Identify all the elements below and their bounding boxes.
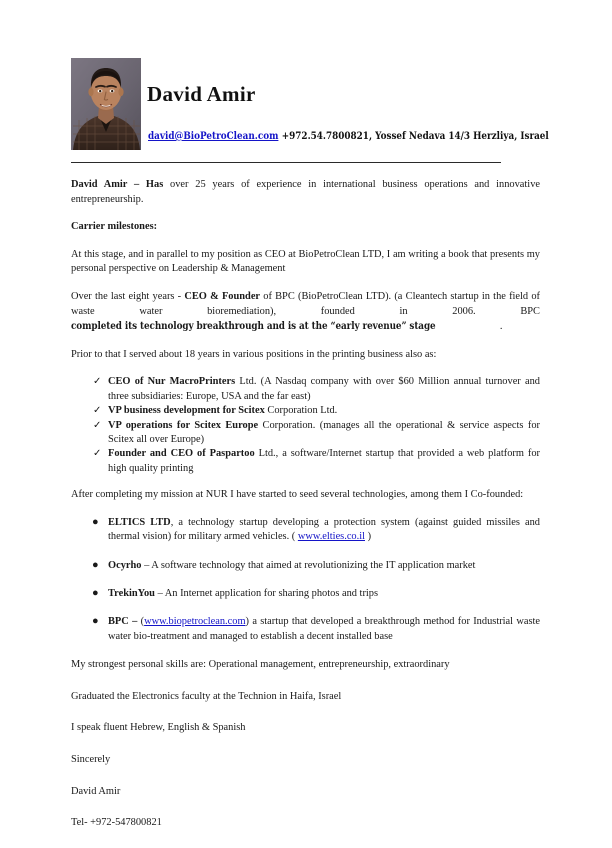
bullet-icon: ● [92, 615, 99, 628]
closing-line: I speak fluent Hebrew, English & Spanish [71, 722, 246, 734]
intro-text: over 25 years of experience in international business operations and innovative entrepreneurship. [71, 179, 540, 205]
closing-line: My strongest personal skills are: Operational management, entrepreneurship, extraordinary [71, 659, 450, 671]
list-item-text: Corporation. (manages all the operational & service aspects for Scitex all over Europe) [108, 419, 540, 445]
list-item-bold: Founder and CEO of Paspartoo [108, 448, 255, 460]
list-item-text: ( [137, 616, 145, 628]
list-item-bold: VP business development for Scitex [108, 405, 265, 417]
portrait-photo-image [71, 58, 141, 150]
intro-paragraph [71, 178, 540, 207]
check-icon: ✓ [93, 419, 102, 431]
list-item [71, 419, 540, 448]
intro-lead: David Amir – Has [71, 179, 164, 190]
list-item [71, 375, 540, 404]
list-item-bold: CEO of Nur MacroPrinters [108, 376, 236, 388]
email-link[interactable]: david@BioPetroClean.com [148, 130, 279, 142]
document-header [71, 58, 549, 154]
list-item-bold: ELTICS LTD [108, 516, 171, 528]
list-item-text: – An Internet application for sharing photos and trips [154, 588, 379, 599]
list-item-text-after: ) [365, 531, 372, 543]
list-item [71, 559, 540, 573]
list-item-text: , a technology startup developing a protection system (against guided missiles and thermal vision) for military armed vehicles. ( [108, 516, 540, 543]
closing-line: Sincerely [71, 754, 111, 765]
list-item-text: Ltd. (A Nasdaq company with over $60 Million annual turnover and three subsidiaries: Europe, USA and the far east) [108, 376, 540, 402]
printing-intro-paragraph: Prior to that I served about 18 years in various positions in the printing business also as: [71, 348, 437, 360]
list-item [71, 587, 540, 601]
list-item-text: Ltd., a software/Internet startup that provided a web platform for high quality printing [108, 448, 540, 474]
closing-line: Graduated the Electronics faculty at the Technion in Haifa, Israel [71, 690, 342, 702]
website-link[interactable]: www.biopetroclean.com [144, 616, 246, 628]
website-link[interactable]: www.elties.co.il [297, 531, 365, 543]
list-item-text: – A software technology that aimed at revolutionizing the IT application market [141, 559, 476, 571]
check-list [71, 375, 540, 476]
bullet-icon: ● [92, 587, 99, 599]
list-item-bold: Ocyrho [108, 559, 142, 571]
check-icon: ✓ [93, 376, 102, 388]
list-item-bold: TrekinYou [108, 588, 155, 599]
current-role-paragraph: At this stage, and in parallel to my position as CEO at BioPetroClean LTD, I am writing a book that presents my personal perspective on Leadership & Management [71, 248, 540, 275]
list-item [71, 404, 540, 418]
check-icon: ✓ [93, 448, 102, 460]
after-nur-paragraph: After completing my mission at NUR I have started to seed several technologies, among them I Co-founded: [71, 489, 524, 501]
closing-block [71, 658, 540, 831]
contact-line [148, 130, 549, 142]
bpc-highlight-text: completed its technology breakthrough and is at the “early revenue” stage [71, 320, 436, 333]
bpc-end-text: . [499, 321, 503, 333]
contact-details: +972.54.7800821, Yossef Nedava 14/3 Herzliya, Israel [281, 130, 549, 142]
signature-name: David Amir [71, 785, 121, 797]
list-item [71, 516, 540, 545]
section-heading-label: Carrier milestones: [71, 221, 158, 233]
list-item-bold: BPC – [108, 616, 138, 628]
bpc-role-bold: CEO & Founder [184, 290, 261, 302]
list-item-text: Corporation Ltd. [264, 405, 338, 417]
bullet-icon: ● [92, 558, 99, 571]
list-item [71, 615, 540, 644]
bpc-mid-text: of BPC (BioPetroClean LTD). (a Cleantech startup in the field of waste water bioremediation), founded in 2006. BPC [71, 290, 540, 317]
list-item-text-after: ) a startup that developed a breakthrough method for Industrial waste water bio-treatment and managed to establish a decent installed base [108, 616, 541, 642]
bullet-list [71, 516, 540, 644]
phone-line: Tel- +972-547800821 [71, 817, 162, 829]
portrait-photo [71, 58, 141, 150]
document-body [71, 178, 540, 848]
check-icon: ✓ [93, 405, 102, 417]
bpc-pre-text: Over the last eight years - [71, 290, 185, 302]
header-divider [71, 162, 501, 163]
page-title: David Amir [147, 82, 256, 106]
section-heading-carrier-milestones [71, 220, 540, 235]
list-item [71, 447, 540, 476]
bpc-paragraph [71, 290, 540, 335]
bullet-icon: ● [92, 515, 99, 528]
list-item-bold: VP operations for Scitex Europe [108, 419, 259, 431]
